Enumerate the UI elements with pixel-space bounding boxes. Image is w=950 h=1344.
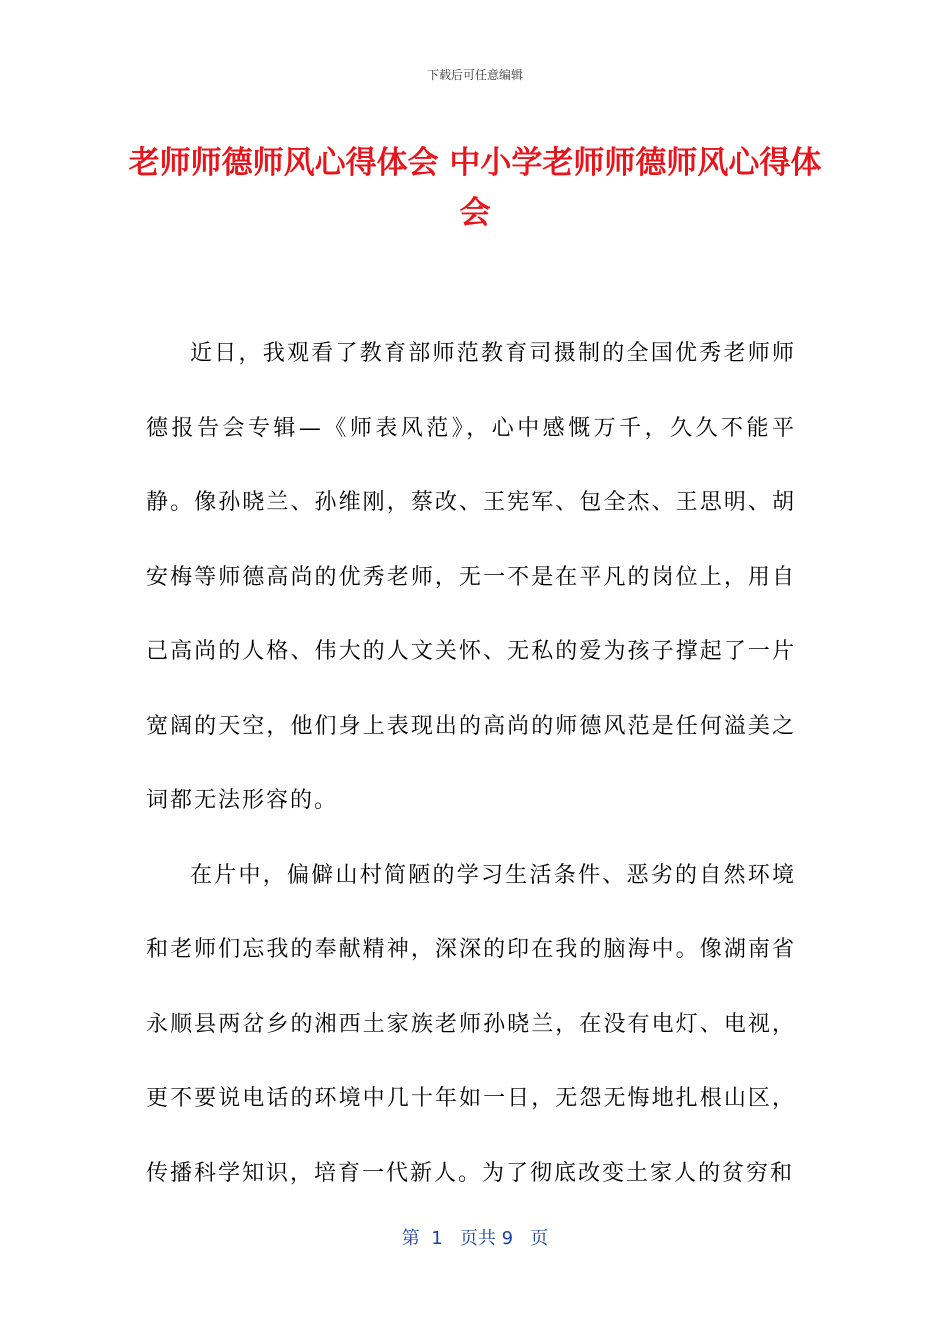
page-footer: 第 1 页共 9 页	[401, 1228, 549, 1249]
document-body	[146, 317, 796, 1211]
paragraph-1: 近日，我观看了教育部师范教育司摄制的全国优秀老师师德报告会专辑—《师表风范》，心中感慨万千，久久不能平静。像孙晓兰、孙维刚，蔡改、王宪军、包全杰、王思明、胡安梅等师德高尚的优秀老师，无一不是在平凡的岗位上，用自己高尚的人格、伟大的人文关怀、无私的爱为孩子撑起了一片宽阔的天空，他们身上表现出的高尚的师德风范是任何溢美之词都无法形容的。	[146, 341, 796, 813]
paragraph-2: 在片中，偏僻山村简陋的学习生活条件、恶劣的自然环境和老师们忘我的奉献精神，深深的印在我的脑海中。像湖南省永顺县两岔乡的湘西土家族老师孙晓兰，在没有电灯、电视，更不要说电话的环境中几十年如一日，无怨无悔地扎根山区，传播科学知识，培育一代新人。为了彻底改变土家人的贫穷和	[146, 862, 796, 1186]
header-note: 下载后可任意编辑	[426, 68, 523, 82]
document-title: 老师师德师风心得体会 中小学老师师德师风心得体会	[128, 145, 822, 231]
